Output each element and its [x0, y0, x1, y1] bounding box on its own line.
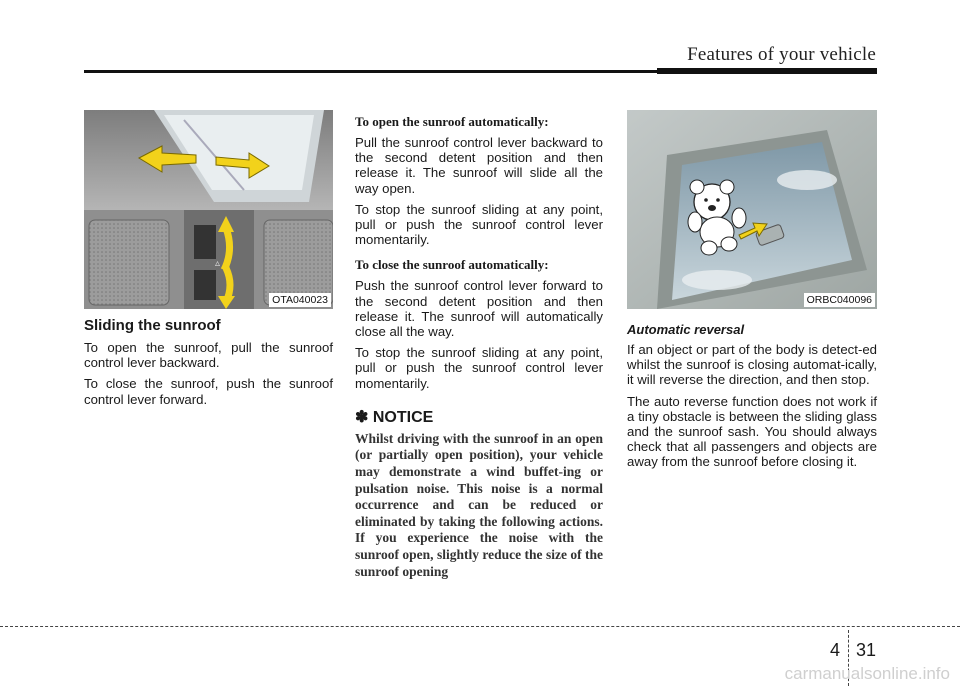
- page-header-title: Features of your vehicle: [687, 44, 876, 65]
- section-heading: Sliding the sunroof: [84, 317, 221, 334]
- subheading-open: To open the sunroof automatically:: [355, 114, 549, 129]
- notice-star-icon: ✽: [355, 408, 369, 426]
- section-heading: Automatic reversal: [627, 322, 745, 337]
- paragraph: The auto reverse function does not work if a tiny obstacle is between the sliding glass and the sunroof sash. You should always check that all passengers and objects are away from the sunroof before closing it.: [627, 393, 877, 470]
- notice-title: [355, 407, 603, 427]
- paragraph: Pull the sunroof control lever backward to the second detent position and then release it. The sunroof will slide all the way open.: [355, 135, 603, 196]
- paragraph: If an object or part of the body is detect-ed whilst the sunroof is closing automat-ically, it will reverse the direction, and then stop.: [627, 342, 877, 388]
- paragraph: Push the sunroof control lever forward to the second detent position and then release it. The sunroof will automatically close all the way.: [355, 278, 603, 340]
- sunroof-lever-illustration: [84, 110, 333, 309]
- right-column: [627, 110, 877, 476]
- notice-label: NOTICE: [372, 408, 434, 426]
- paragraph: To stop the sunroof sliding at any point, pull or push the sunroof control lever momentarily.: [355, 201, 603, 248]
- figure-id: ORBC040096: [804, 293, 875, 307]
- paragraph: To close the sunroof, push the sunroof control lever forward.: [84, 376, 333, 407]
- notice-body: Whilst driving with the sunroof in an open (or partially open position), your vehicle may demonstrate a wind buffet-ing or pulsation noise. This noise is a normal occurrence and can be reduced or eliminated by taking the following actions. If you experience the noise with the sunroof open, slightly reduce the size of the sunroof opening: [355, 430, 603, 579]
- left-column: [84, 110, 333, 413]
- subheading-close: To close the sunroof automatically:: [355, 257, 549, 273]
- automatic-reversal-figure: [627, 110, 877, 309]
- svg-text:▵: ▵: [215, 258, 221, 269]
- paragraph: To open the sunroof, pull the sunroof control lever backward.: [84, 340, 333, 371]
- page-number-value: 31: [855, 639, 876, 660]
- chapter-number: 4: [829, 639, 840, 660]
- header-rule-accent: [657, 68, 877, 74]
- footer-rule: [0, 626, 960, 627]
- paragraph: To stop the sunroof sliding at any point, pull or push the sunroof control lever momentarily.: [355, 345, 603, 391]
- figure-id: OTA040023: [269, 293, 331, 307]
- middle-column: [355, 110, 603, 580]
- sunroof-lever-figure: [84, 110, 333, 309]
- automatic-reversal-illustration: [627, 110, 877, 309]
- watermark: carmanualsonline.info: [784, 664, 950, 683]
